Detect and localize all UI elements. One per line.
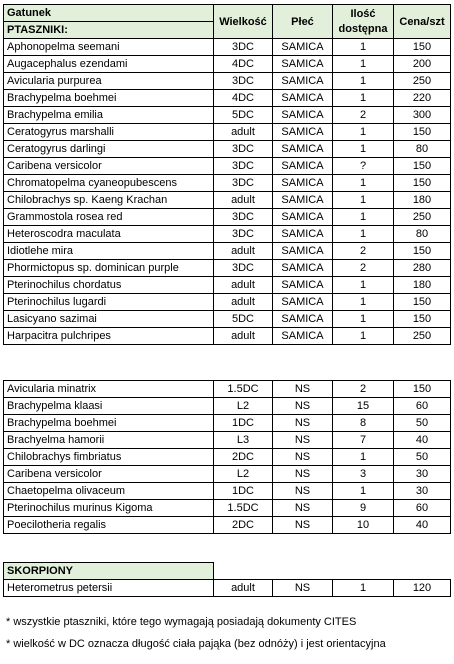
species-cell: Pterinochilus lugardi [4,294,214,311]
sex-cell: SAMICA [273,107,333,124]
col-header-species: Gatunek [4,5,214,22]
qty-cell: 9 [333,500,394,517]
qty-cell: 1 [333,311,394,328]
table-row [4,580,451,597]
col-header-qty: Ilość dostępna [333,5,394,39]
species-cell: Aphonopelma seemani [4,39,214,56]
size-cell: 1DC [214,483,273,500]
price-cell: 150 [394,39,451,56]
price-cell: 300 [394,107,451,124]
price-cell: 150 [394,311,451,328]
footnotes [6,614,386,652]
table-row [4,381,451,398]
sex-cell: SAMICA [273,311,333,328]
size-cell: 2DC [214,449,273,466]
table-row [4,243,451,260]
species-cell: Phormictopus sp. dominican purple [4,260,214,277]
table-row [4,39,451,56]
size-cell: 3DC [214,141,273,158]
species-cell: Brachypelma boehmei [4,90,214,107]
price-cell: 40 [394,432,451,449]
size-cell: 3DC [214,226,273,243]
table-row [4,124,451,141]
species-cell: Brachyelma hamorii [4,432,214,449]
footnote-size: * wielkość w DC oznacza długość ciała pająka (bez odnóży) i jest orientacyjna [6,638,386,650]
sex-cell: NS [273,466,333,483]
table-row [4,226,451,243]
price-cell: 60 [394,500,451,517]
species-cell: Brachypelma emilia [4,107,214,124]
sex-cell: SAMICA [273,243,333,260]
sex-cell: NS [273,415,333,432]
qty-cell: 15 [333,398,394,415]
sex-cell: SAMICA [273,124,333,141]
price-cell: 150 [394,381,451,398]
sex-cell: SAMICA [273,158,333,175]
species-cell: Pterinochilus chordatus [4,277,214,294]
sex-cell: NS [273,483,333,500]
table-row [4,158,451,175]
sex-cell: SAMICA [273,277,333,294]
size-cell: adult [214,243,273,260]
table-row [4,294,451,311]
size-cell: 3DC [214,73,273,90]
size-cell: 3DC [214,158,273,175]
size-cell: 4DC [214,56,273,73]
footnote-cites: * wszystkie ptaszniki, które tego wymagają posiadają dokumenty CITES [6,616,357,628]
qty-cell: 1 [333,73,394,90]
qty-cell: 1 [333,449,394,466]
species-cell: Idiotlehe mira [4,243,214,260]
price-cell: 250 [394,328,451,345]
sex-cell: NS [273,398,333,415]
size-cell: 3DC [214,39,273,56]
price-cell: 80 [394,226,451,243]
qty-cell: 1 [333,175,394,192]
table-row [4,483,451,500]
size-cell: L2 [214,466,273,483]
table-row [4,56,451,73]
price-cell: 30 [394,466,451,483]
species-cell: Harpacitra pulchripes [4,328,214,345]
size-cell: 5DC [214,311,273,328]
species-cell: Chilobrachys sp. Kaeng Krachan [4,192,214,209]
species-cell: Avicularia purpurea [4,73,214,90]
species-cell: Caribena versicolor [4,158,214,175]
price-cell: 50 [394,449,451,466]
qty-cell: 1 [333,277,394,294]
sex-cell: SAMICA [273,209,333,226]
table-row [4,260,451,277]
table-row [4,449,451,466]
sex-cell: SAMICA [273,226,333,243]
size-cell: L3 [214,432,273,449]
scorpions-table [3,562,451,597]
table-row [4,141,451,158]
qty-cell: ? [333,158,394,175]
price-cell: 220 [394,90,451,107]
species-cell: Ceratogyrus darlingi [4,141,214,158]
size-cell: L2 [214,398,273,415]
qty-cell: 7 [333,432,394,449]
col-header-price: Cena/szt [394,5,451,39]
size-cell: 3DC [214,260,273,277]
qty-cell: 1 [333,226,394,243]
price-cell: 150 [394,175,451,192]
price-cell: 280 [394,260,451,277]
species-cell: Heterometrus petersii [4,580,214,597]
qty-cell: 10 [333,517,394,534]
sex-cell: SAMICA [273,294,333,311]
sex-cell: SAMICA [273,260,333,277]
qty-cell: 1 [333,483,394,500]
qty-cell: 1 [333,56,394,73]
price-cell: 50 [394,415,451,432]
qty-cell: 1 [333,39,394,56]
price-cell: 150 [394,243,451,260]
qty-cell: 1 [333,124,394,141]
table-row [4,500,451,517]
size-cell: adult [214,328,273,345]
size-cell: adult [214,294,273,311]
species-cell: Avicularia minatrix [4,381,214,398]
price-cell: 200 [394,56,451,73]
price-cell: 120 [394,580,451,597]
blank-cell [394,563,451,580]
table-row [4,192,451,209]
sex-cell: NS [273,500,333,517]
price-cell: 250 [394,209,451,226]
table-row [4,73,451,90]
species-cell: Chaetopelma olivaceum [4,483,214,500]
species-cell: Lasicyano sazimai [4,311,214,328]
table-row [4,107,451,124]
species-cell: Heteroscodra maculata [4,226,214,243]
qty-cell: 1 [333,328,394,345]
size-cell: 3DC [214,175,273,192]
header-row-1 [4,5,451,22]
species-cell: Augacephalus ezendami [4,56,214,73]
table-row [4,277,451,294]
tarantulas-ns-table [3,380,451,534]
qty-cell: 3 [333,466,394,483]
size-cell: 1.5DC [214,500,273,517]
col-header-sex: Płeć [273,5,333,39]
size-cell: 1DC [214,415,273,432]
size-cell: 5DC [214,107,273,124]
qty-cell: 1 [333,192,394,209]
sex-cell: SAMICA [273,141,333,158]
size-cell: adult [214,192,273,209]
qty-cell: 1 [333,580,394,597]
price-cell: 40 [394,517,451,534]
species-cell: Brachypelma boehmei [4,415,214,432]
size-cell: adult [214,277,273,294]
size-cell: 4DC [214,90,273,107]
sex-cell: SAMICA [273,90,333,107]
species-cell: Brachypelma klaasi [4,398,214,415]
price-cell: 60 [394,398,451,415]
table-row [4,432,451,449]
price-cell: 150 [394,294,451,311]
sex-cell: SAMICA [273,39,333,56]
species-cell: Poecilotheria regalis [4,517,214,534]
table-row [4,311,451,328]
qty-cell: 8 [333,415,394,432]
price-cell: 80 [394,141,451,158]
species-cell: Chilobrachys fimbriatus [4,449,214,466]
price-cell: 180 [394,192,451,209]
table-row [4,398,451,415]
price-cell: 250 [394,73,451,90]
table-row [4,466,451,483]
sex-cell: NS [273,449,333,466]
sex-cell: SAMICA [273,175,333,192]
species-cell: Ceratogyrus marshalli [4,124,214,141]
size-cell: 1.5DC [214,381,273,398]
table-row [4,328,451,345]
blank-cell [273,563,333,580]
qty-cell: 1 [333,209,394,226]
qty-cell: 1 [333,294,394,311]
blank-cell [333,563,394,580]
price-cell: 150 [394,158,451,175]
sex-cell: SAMICA [273,56,333,73]
blank-cell [214,563,273,580]
qty-cell: 1 [333,90,394,107]
species-cell: Chromatopelma cyaneopubescens [4,175,214,192]
sex-cell: NS [273,432,333,449]
species-cell: Grammostola rosea red [4,209,214,226]
table-row [4,517,451,534]
sex-cell: NS [273,517,333,534]
section-title-scorpions: SKORPIONY [4,563,214,580]
table-row [4,209,451,226]
sex-cell: SAMICA [273,328,333,345]
price-cell: 30 [394,483,451,500]
qty-cell: 2 [333,243,394,260]
price-cell: 150 [394,124,451,141]
size-cell: adult [214,124,273,141]
table-row [4,415,451,432]
qty-cell: 2 [333,260,394,277]
qty-cell: 2 [333,381,394,398]
section-title-tarantulas: PTASZNIKI: [4,22,214,39]
species-cell: Caribena versicolor [4,466,214,483]
size-cell: 3DC [214,209,273,226]
species-cell: Pterinochilus murinus Kigoma [4,500,214,517]
size-cell: adult [214,580,273,597]
scorpions-header-row [4,563,451,580]
size-cell: 2DC [214,517,273,534]
sex-cell: NS [273,580,333,597]
qty-cell: 1 [333,141,394,158]
qty-cell: 2 [333,107,394,124]
sex-cell: NS [273,381,333,398]
sex-cell: SAMICA [273,192,333,209]
table-row [4,175,451,192]
col-header-size: Wielkość [214,5,273,39]
table-row [4,90,451,107]
sex-cell: SAMICA [273,73,333,90]
price-cell: 180 [394,277,451,294]
tarantulas-female-table [3,4,451,345]
